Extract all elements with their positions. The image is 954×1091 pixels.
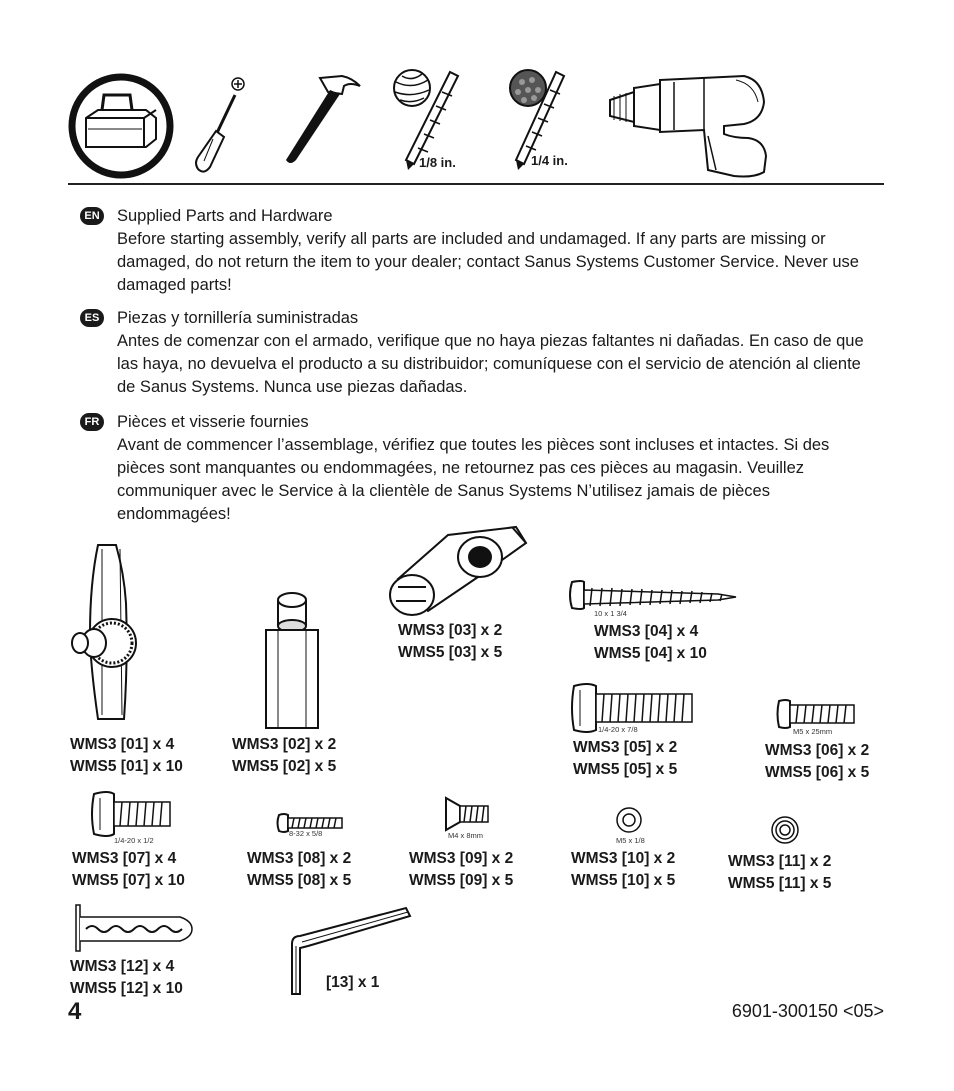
part-10-wms5: WMS5 [10] x 5 <box>571 872 676 889</box>
section-body-es: Antes de comenzar con el armado, verifique que no haya piezas faltantes ni dañadas. En caso de que las haya, no devuelva el producto a su distribuidor; comuníquese con el servicio de atención al cliente de Sanus Systems. Nunca use piezas dañadas. <box>117 332 864 396</box>
page-number: 4 <box>68 998 82 1025</box>
part-07-icon <box>90 790 174 838</box>
language-badge-es: ES <box>80 309 104 327</box>
part-01-label <box>70 734 183 778</box>
section-divider <box>68 183 884 185</box>
part-08-label <box>247 848 351 892</box>
part-05-wms5: WMS5 [05] x 5 <box>573 761 678 778</box>
part-03-label <box>398 620 502 664</box>
part-09-wms3: WMS3 [09] x 2 <box>409 850 514 867</box>
part-12-wms5: WMS5 [12] x 10 <box>70 980 183 997</box>
part-03-icon <box>388 521 528 621</box>
section-body-en: Before starting assembly, verify all parts are included and undamaged. If any parts are missing or damaged, do not return the item to your dealer; contact Sanus Systems Customer Service. Never use damaged parts! <box>117 230 859 294</box>
part-06-label <box>765 740 869 784</box>
part-06-wms3: WMS3 [06] x 2 <box>765 742 870 759</box>
part-13-label <box>326 972 379 994</box>
screwdriver-icon <box>190 75 250 175</box>
part-06-size: M5 x 25mm <box>793 727 833 736</box>
section-title-es: Piezas y tornillería suministradas <box>117 309 359 327</box>
part-01-icon <box>68 543 148 723</box>
part-04-wms3: WMS3 [04] x 4 <box>594 623 699 640</box>
part-12-icon <box>72 903 196 953</box>
section-title-fr: Pièces et visserie fournies <box>117 413 309 431</box>
part-05-label <box>573 737 677 781</box>
part-10-wms3: WMS3 [10] x 2 <box>571 850 676 867</box>
part-10-size: M5 x 1/8 <box>616 836 645 845</box>
language-badge-fr: FR <box>80 413 104 431</box>
part-04-wms5: WMS5 [04] x 10 <box>594 645 707 662</box>
part-03-wms5: WMS5 [03] x 5 <box>398 644 503 661</box>
part-01-wms5: WMS5 [01] x 10 <box>70 758 183 775</box>
part-12-label <box>70 956 183 1000</box>
part-03-wms3: WMS3 [03] x 2 <box>398 622 503 639</box>
part-08-size: 8-32 x 5/8 <box>289 829 323 838</box>
section-title-en: Supplied Parts and Hardware <box>117 207 333 225</box>
part-11-wms5: WMS5 [11] x 5 <box>728 875 832 892</box>
power-drill-icon <box>604 74 774 179</box>
part-07-label <box>72 848 185 892</box>
document-code: 6901-300150 <05> <box>731 1001 884 1021</box>
part-04-size: 10 x 1 3/4 <box>594 609 627 618</box>
language-badge-en: EN <box>80 207 104 225</box>
section-body-fr: Avant de commencer l’assemblage, vérifiez que toutes les pièces sont incluses et intactes. Si des pièces sont manquantes ou endommagées, ne retournez pas ces pièces au magasin. Veuillez communiquer avec le Service à la clientèle de Sanus Systems N’utilisez jamais de pièces endommagées! <box>117 436 830 523</box>
part-02-label <box>232 734 336 778</box>
part-10-icon <box>614 805 644 835</box>
part-10-label <box>571 848 675 892</box>
part-01-wms3: WMS3 [01] x 4 <box>70 736 175 753</box>
part-04-label <box>594 621 707 665</box>
part-06-wms5: WMS5 [06] x 5 <box>765 764 870 781</box>
tools-row <box>0 0 954 190</box>
part-07-size: 1/4-20 x 1/2 <box>114 836 154 845</box>
part-02-wms5: WMS5 [02] x 5 <box>232 758 337 775</box>
part-06-icon <box>776 699 856 729</box>
part-05-size: 1/4-20 x 7/8 <box>598 725 638 734</box>
part-12-wms3: WMS3 [12] x 4 <box>70 958 175 975</box>
hammer-icon <box>282 72 362 167</box>
part-11-label <box>728 851 831 895</box>
part-08-wms3: WMS3 [08] x 2 <box>247 850 352 867</box>
part-02-icon <box>262 590 322 730</box>
part-09-icon <box>442 796 492 832</box>
drill-bit-small-label: 1/8 in. <box>419 155 456 170</box>
part-07-wms5: WMS5 [07] x 10 <box>72 872 185 889</box>
part-05-wms3: WMS3 [05] x 2 <box>573 739 678 756</box>
part-11-icon <box>770 815 800 845</box>
part-09-size: M4 x 8mm <box>448 831 484 840</box>
part-09-wms5: WMS5 [09] x 5 <box>409 872 514 889</box>
part-13-qty: [13] x 1 <box>326 974 380 991</box>
part-09-label <box>409 848 513 892</box>
drill-bit-large-label: 1/4 in. <box>531 153 568 168</box>
part-07-wms3: WMS3 [07] x 4 <box>72 850 177 867</box>
part-02-wms3: WMS3 [02] x 2 <box>232 736 337 753</box>
toolbox-icon <box>68 73 174 179</box>
part-11-wms3: WMS3 [11] x 2 <box>728 853 832 870</box>
part-08-wms5: WMS5 [08] x 5 <box>247 872 352 889</box>
